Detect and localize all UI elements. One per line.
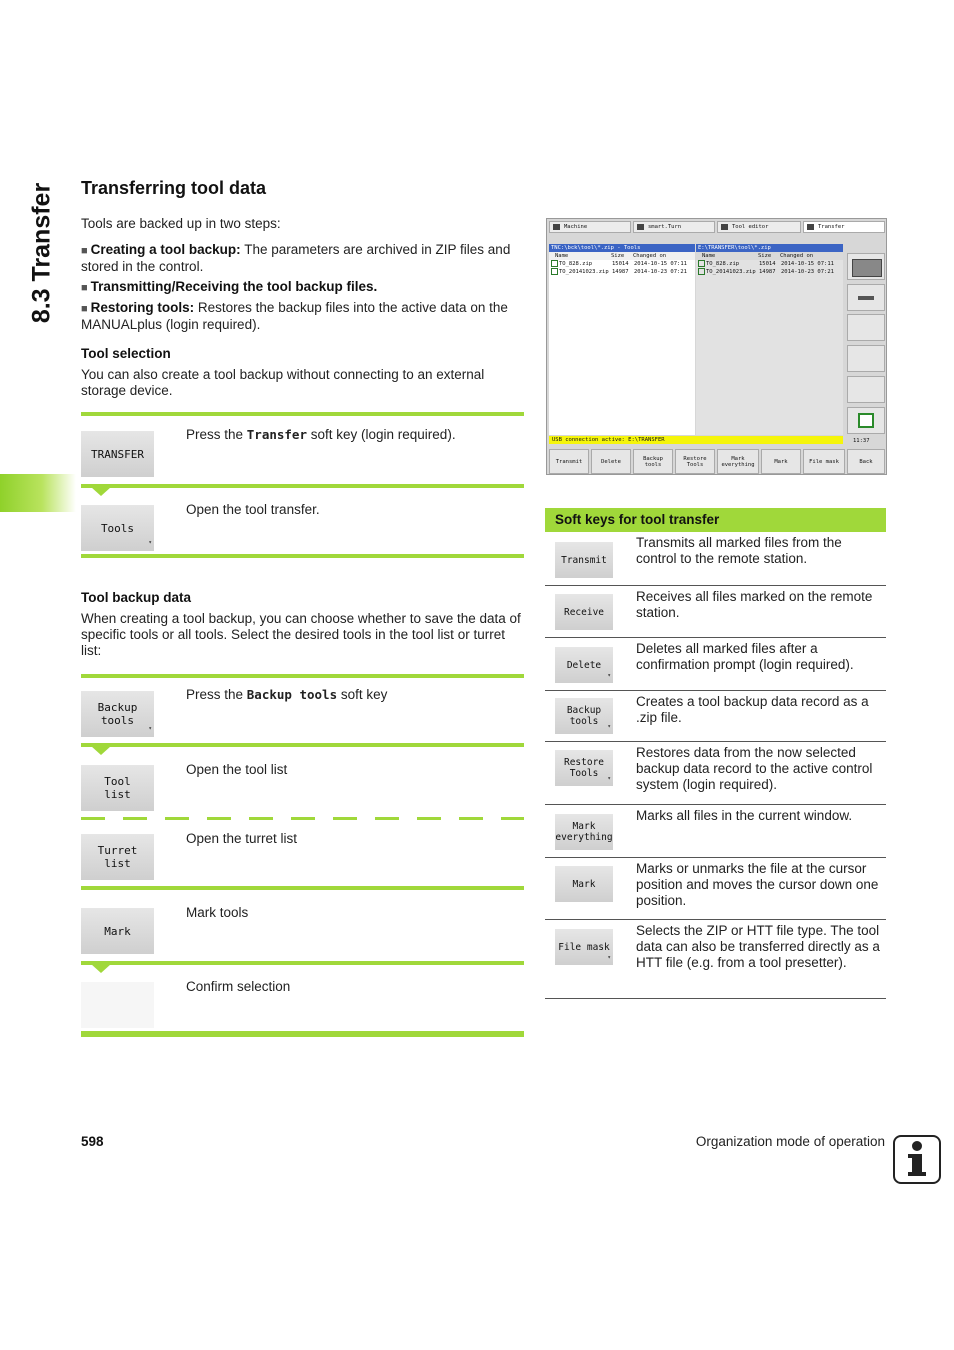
- softkey-description: Selects the ZIP or HTT file type. The tool data can also be transferred directly as a HTT file (e.g. from a tool presetter).: [636, 923, 880, 970]
- tab-tool-editor[interactable]: Tool editor: [717, 221, 801, 233]
- screen-softkey-delete[interactable]: Delete: [591, 449, 631, 474]
- vertical-softkey-blank[interactable]: [847, 376, 885, 403]
- file-row[interactable]: TO_828.zip 15014 2014-10-15 07:11: [549, 260, 695, 268]
- chapter-tab-marker: [0, 474, 76, 512]
- section-title: Transferring tool data: [81, 178, 267, 198]
- mark-everything-softkey[interactable]: Mark everything: [555, 814, 613, 850]
- mark-softkey[interactable]: Mark: [81, 908, 154, 954]
- tool-editor-icon: [721, 224, 728, 230]
- step-text: Open the tool transfer.: [186, 502, 320, 517]
- step-frame-top: [81, 412, 524, 416]
- table-row: [545, 532, 886, 586]
- turret-list-softkey[interactable]: Turret list: [81, 834, 154, 880]
- step-divider: [81, 484, 524, 488]
- info-icon: [893, 1135, 941, 1184]
- bullet-2: ■ Transmitting/Receiving the tool backup files.: [81, 279, 378, 294]
- right-pane-columns: Name Size Changed on: [696, 252, 843, 260]
- tab-smart-turn[interactable]: smart.Turn: [633, 221, 715, 233]
- step-arrow: [91, 964, 111, 973]
- softkey-description: Marks or unmarks the file at the cursor position and moves the cursor down one position.: [636, 861, 879, 908]
- step-frame-top: [81, 674, 524, 678]
- step-frame-bottom: [81, 554, 524, 558]
- screen-softkey-restore-tools[interactable]: Restore Tools: [675, 449, 715, 474]
- softkey-description: Receives all files marked on the remote station.: [636, 589, 873, 620]
- softkey-description: Marks all files in the current window.: [636, 808, 853, 823]
- delete-softkey[interactable]: Delete ▾: [555, 647, 613, 683]
- mark-softkey[interactable]: Mark: [555, 866, 613, 902]
- table-row: [545, 638, 886, 691]
- checkbox-icon[interactable]: [698, 260, 705, 267]
- step-text: Press the Backup tools soft key: [186, 687, 388, 702]
- or-divider: [81, 817, 524, 820]
- table-row: [545, 858, 886, 920]
- softkey-description: Creates a tool backup data record as a .zip file.: [636, 694, 869, 725]
- restore-tools-softkey[interactable]: Restore Tools ▾: [555, 750, 613, 786]
- vertical-softkey-machine[interactable]: [847, 253, 885, 280]
- turret-icon: [858, 413, 874, 428]
- tool-selection-heading: Tool selection: [81, 346, 171, 361]
- step-divider: [81, 961, 524, 965]
- status-bar: USB connection active: E:\TRANSFER: [549, 436, 843, 444]
- tool-backup-heading: Tool backup data: [81, 590, 192, 605]
- screen-softkey-back[interactable]: Back: [847, 449, 885, 474]
- file-mask-softkey[interactable]: File mask ▾: [555, 929, 613, 965]
- confirm-softkey[interactable]: [81, 982, 154, 1028]
- chapter-side-title: 8.3 Transfer: [27, 182, 56, 324]
- step-text: Confirm selection: [186, 979, 291, 994]
- tool-list-softkey[interactable]: Tool list: [81, 765, 154, 811]
- checkbox-icon[interactable]: [698, 268, 705, 275]
- smart-turn-icon: [637, 224, 644, 230]
- tool-selection-text: You can also create a tool backup without connecting to an external storage device.: [81, 367, 485, 398]
- transmit-softkey[interactable]: Transmit: [555, 542, 613, 578]
- screen-softkey-transmit[interactable]: Transmit: [549, 449, 589, 474]
- softkey-description: Transmits all marked files from the control to the remote station.: [636, 535, 842, 566]
- softkey-table-title: Soft keys for tool transfer: [545, 508, 886, 532]
- machine-icon: [553, 224, 560, 230]
- clock: 11:37: [853, 438, 870, 444]
- backup-tools-softkey[interactable]: Backup tools ▾: [555, 698, 613, 734]
- transfer-softkey[interactable]: TRANSFER: [81, 431, 154, 477]
- screen-softkey-mark[interactable]: Mark: [761, 449, 801, 474]
- step-arrow: [91, 746, 111, 755]
- step-arrow: [91, 487, 111, 496]
- softkey-description: Restores data from the now selected backup data record to the active control system (login required).: [636, 745, 873, 792]
- table-row: [545, 920, 886, 999]
- machine-icon: [852, 259, 882, 277]
- vertical-softkey-tool[interactable]: [847, 284, 885, 311]
- footer-text: Organization mode of operation: [695, 1134, 885, 1149]
- checkbox-icon[interactable]: [551, 260, 558, 267]
- page-number: 598: [81, 1134, 104, 1149]
- left-pane-columns: Name Size Changed on: [549, 252, 695, 260]
- right-file-pane[interactable]: [696, 244, 843, 435]
- tools-softkey[interactable]: Tools ▾: [81, 505, 154, 551]
- transfer-screenshot: [546, 218, 887, 475]
- receive-softkey[interactable]: Receive: [555, 594, 613, 630]
- table-row: [545, 586, 886, 638]
- step-divider: [81, 743, 524, 747]
- table-row: [545, 742, 886, 805]
- step-text: Press the Transfer soft key (login required).: [186, 427, 456, 442]
- table-row: [545, 691, 886, 742]
- tool-backup-text: When creating a tool backup, you can choose whether to save the data of specific tools or all tools. Select the desired tools in the tool list or turret list:: [81, 611, 521, 658]
- vertical-softkey-blank[interactable]: [847, 345, 885, 372]
- file-row[interactable]: TO_20141023.zip 14987 2014-10-23 07:21: [696, 268, 843, 276]
- vertical-softkey-blank[interactable]: [847, 314, 885, 341]
- left-file-pane[interactable]: [549, 244, 695, 435]
- bullet-3: ■ Restoring tools: Restores the backup files into the active data on the MANUALplus (login required).: [81, 300, 508, 332]
- right-pane-path: E:\TRANSFER\tool\*.zip: [696, 244, 843, 252]
- step-frame-bottom: [81, 1031, 524, 1037]
- tab-transfer[interactable]: Transfer: [803, 221, 885, 233]
- vertical-softkey-turret[interactable]: [847, 407, 885, 434]
- screen-softkey-backup-tools[interactable]: Backup tools: [633, 449, 673, 474]
- tool-icon: [858, 296, 874, 300]
- transfer-icon: [807, 224, 814, 230]
- step-divider: [81, 886, 524, 890]
- screen-softkey-mark-everything[interactable]: Mark everything: [717, 449, 759, 474]
- step-text: Open the tool list: [186, 762, 288, 777]
- table-row: [545, 805, 886, 858]
- file-row[interactable]: TO_828.zip 15014 2014-10-15 07:11: [696, 260, 843, 268]
- step-text: Open the turret list: [186, 831, 298, 846]
- softkey-description: Deletes all marked files after a confirmation prompt (login required).: [636, 641, 854, 672]
- screen-softkey-file-mask[interactable]: File mask: [803, 449, 845, 474]
- bullet-1: ■ Creating a tool backup: The parameters are archived in ZIP files and stored in the control.: [81, 242, 511, 274]
- backup-tools-softkey[interactable]: Backup tools ▾: [81, 691, 154, 737]
- checkbox-icon[interactable]: [551, 268, 558, 275]
- intro-text: Tools are backed up in two steps:: [81, 216, 281, 231]
- file-row[interactable]: TO_20141023.zip 14987 2014-10-23 07:21: [549, 268, 695, 276]
- step-text: Mark tools: [186, 905, 249, 920]
- left-pane-path: TNC:\bck\tool\*.zip - Tools: [549, 244, 695, 252]
- tab-machine[interactable]: Machine: [549, 221, 631, 233]
